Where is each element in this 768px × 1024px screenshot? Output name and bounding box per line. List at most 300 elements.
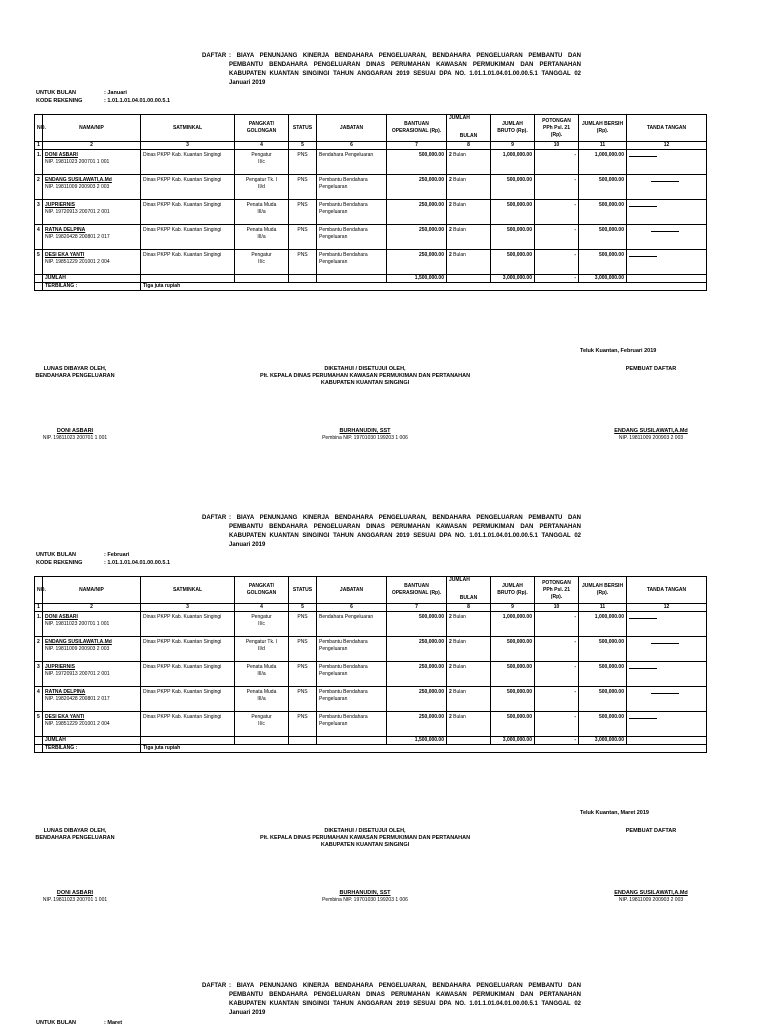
total-bantuan: 1,500,000.00 <box>387 737 447 745</box>
row-bruto: 500,000.00 <box>491 225 535 250</box>
row-status: PNS <box>289 175 317 200</box>
right-signer-name: ENDANG SUSILAWATI,A.Md <box>614 890 688 896</box>
row-pangkat <box>235 612 289 637</box>
col-bruto: JUMLAH BRUTO (Rp). <box>491 577 535 604</box>
row-signature <box>627 250 707 275</box>
row-bersih: 500,000.00 <box>579 200 627 225</box>
mid-title-1: DIKETAHUI / DISETUJUI OLEH, <box>324 366 406 372</box>
row-bulan <box>447 612 491 637</box>
row-potongan: - <box>535 250 579 275</box>
bulan-count: 2 <box>449 202 452 208</box>
row-bruto: 500,000.00 <box>491 662 535 687</box>
col-jumlah: JUMLAH <box>447 577 491 595</box>
employee-name: RATNA DELPINA <box>45 689 86 695</box>
left-title-1: LUNAS DIBAYAR OLEH, <box>43 366 107 372</box>
bulan-unit: Bulan <box>453 252 466 258</box>
row-no: 4 <box>35 225 43 250</box>
row-no: 3 <box>35 200 43 225</box>
row-no: 5 <box>35 250 43 275</box>
row-pangkat <box>235 225 289 250</box>
table-row <box>35 637 707 662</box>
row-bantuan: 250,000.00 <box>387 175 447 200</box>
total-bersih: 3,000,000.00 <box>579 275 627 283</box>
left-signer-nip: NIP. 19811023 200701 1 001 <box>42 435 108 441</box>
row-pangkat <box>235 687 289 712</box>
table-row <box>35 612 707 637</box>
column-number: 5 <box>289 142 317 150</box>
col-bersih: JUMLAH BERSIH (Rp). <box>579 115 627 142</box>
signer-left <box>20 366 130 442</box>
row-status: PNS <box>289 225 317 250</box>
column-number: 8 <box>447 142 491 150</box>
column-number: 1 <box>35 604 43 612</box>
account-label: KODE REKENING <box>36 560 83 566</box>
column-number: 10 <box>535 604 579 612</box>
table-row <box>35 250 707 275</box>
col-ttd: TANDA TANGAN <box>627 115 707 142</box>
employee-nip: NIP. 19820428 200801 2 017 <box>45 695 110 702</box>
bulan-unit: Bulan <box>453 689 466 695</box>
bulan-count: 2 <box>449 227 452 233</box>
golongan-text: II/d <box>258 645 265 652</box>
table-row <box>35 225 707 250</box>
col-ttd: TANDA TANGAN <box>627 577 707 604</box>
bulan-count: 2 <box>449 639 452 645</box>
row-signature <box>627 612 707 637</box>
col-bulan: BULAN <box>447 133 491 142</box>
column-number: 12 <box>627 142 707 150</box>
row-bersih: 500,000.00 <box>579 250 627 275</box>
left-title-2: BENDAHARA PENGELUARAN <box>35 373 115 379</box>
pangkat-text: Penata Muda <box>246 227 277 233</box>
col-bantuan: BANTUAN OPERASIONAL (Rp). <box>387 577 447 604</box>
row-pangkat <box>235 712 289 737</box>
row-employee <box>43 200 141 225</box>
bulan-count: 2 <box>449 689 452 695</box>
row-employee <box>43 712 141 737</box>
column-number: 6 <box>317 604 387 612</box>
employee-name: DONI ASBARI <box>45 152 78 158</box>
row-potongan: - <box>535 687 579 712</box>
signature-line <box>629 618 657 619</box>
left-title-1: LUNAS DIBAYAR OLEH, <box>43 828 107 834</box>
row-employee <box>43 637 141 662</box>
col-bruto: JUMLAH BRUTO (Rp). <box>491 115 535 142</box>
pangkat-text: Penata Muda <box>246 664 277 670</box>
mid-signer-nip: Pembina NIP. 19701030 199203 1 006 <box>322 897 408 903</box>
title-text: : BIAYA PENUNJANG KINERJA BENDAHARA PENGELUARAN, BENDAHARA PENGELUARAN PEMBANTU DAN PEMBANTU BENDAHARA PENGELUARAN DINAS PERUMAHAN KAWASAN PERMUKIMAN DAN PERTANAHAN KABUPATEN KUANTAN SINGINGI TAHUN ANGGARAN 2019 SESUAI DPA NO. 1.01.1.01.04.01.00.00.5.1 TANGGAL 02 Januari 2019 <box>229 53 581 86</box>
column-number: 7 <box>387 142 447 150</box>
place-date: Teluk Kuantan, Maret 2019 <box>580 810 649 816</box>
column-number: 4 <box>235 604 289 612</box>
row-jabatan: Pembantu Bendahara Pengeluaran <box>317 662 387 687</box>
golongan-text: III/a <box>257 233 266 240</box>
row-bulan <box>447 662 491 687</box>
row-employee <box>43 225 141 250</box>
row-satminkal: Dinas PKPP Kab. Kuantan Singingi <box>141 250 235 275</box>
col-bantuan: BANTUAN OPERASIONAL (Rp). <box>387 115 447 142</box>
bulan-unit: Bulan <box>453 152 466 158</box>
row-status: PNS <box>289 637 317 662</box>
row-no: 4 <box>35 687 43 712</box>
employee-name: DESI EKA YANTI <box>45 714 85 720</box>
row-bruto: 1,000,000.00 <box>491 150 535 175</box>
row-bulan <box>447 637 491 662</box>
left-signer-name: DONI ASBARI <box>56 428 94 434</box>
bulan-count: 2 <box>449 252 452 258</box>
golongan-text: III/a <box>257 208 266 215</box>
bulan-unit: Bulan <box>453 177 466 183</box>
col-no: NO. <box>35 577 43 604</box>
column-number: 3 <box>141 604 235 612</box>
row-potongan: - <box>535 637 579 662</box>
row-bruto: 500,000.00 <box>491 637 535 662</box>
row-no: 2 <box>35 175 43 200</box>
column-number-row <box>35 604 707 612</box>
row-satminkal: Dinas PKPP Kab. Kuantan Singingi <box>141 175 235 200</box>
golongan-text: II/c <box>258 258 265 265</box>
pangkat-text: Pengatur <box>251 714 272 720</box>
pangkat-text: Penata Muda <box>246 689 277 695</box>
row-signature <box>627 637 707 662</box>
row-bantuan: 250,000.00 <box>387 637 447 662</box>
row-jabatan: Pembantu Bendahara Pengeluaran <box>317 175 387 200</box>
mid-title-3: KABUPATEN KUANTAN SINGINGI <box>320 380 410 386</box>
pangkat-text: Penata Muda <box>246 202 277 208</box>
total-potongan: - <box>535 275 579 283</box>
row-potongan: - <box>535 200 579 225</box>
row-no: 3 <box>35 662 43 687</box>
column-number: 4 <box>235 142 289 150</box>
terbilang-label: TERBILANG : <box>43 283 141 291</box>
signature-line <box>651 643 679 644</box>
col-potongan: POTONGAN PPh Psl. 21 (Rp). <box>535 577 579 604</box>
signature-line <box>629 718 657 719</box>
mid-title-2: Plt. KEPALA DINAS PERUMAHAN KAWASAN PERMUKIMAN DAN PERTANAHAN <box>259 835 471 841</box>
row-bruto: 500,000.00 <box>491 687 535 712</box>
col-status: STATUS <box>289 577 317 604</box>
month-value: : Januari <box>104 90 127 96</box>
account-label: KODE REKENING <box>36 98 83 104</box>
total-potongan: - <box>535 737 579 745</box>
mid-title-3: KABUPATEN KUANTAN SINGINGI <box>320 842 410 848</box>
row-employee <box>43 150 141 175</box>
table-row <box>35 200 707 225</box>
employee-nip: NIP. 19851229 201001 2 004 <box>45 720 110 727</box>
row-potongan: - <box>535 150 579 175</box>
pangkat-text: Pengatur <box>251 252 272 258</box>
month-value: : Maret <box>104 1020 123 1024</box>
row-satminkal: Dinas PKPP Kab. Kuantan Singingi <box>141 637 235 662</box>
employee-nip: NIP. 19811023 200701 1 001 <box>45 620 110 627</box>
row-jabatan: Bendahara Pengeluaran <box>317 612 387 637</box>
row-pangkat <box>235 662 289 687</box>
employee-name: JUPRIERNIS <box>45 664 76 670</box>
row-bulan <box>447 687 491 712</box>
mid-signer-name: BURHANUDIN, SST <box>339 890 391 896</box>
terbilang-label: TERBILANG : <box>43 745 141 753</box>
row-status: PNS <box>289 200 317 225</box>
row-bantuan: 250,000.00 <box>387 200 447 225</box>
terbilang-row <box>35 283 707 291</box>
row-bantuan: 250,000.00 <box>387 687 447 712</box>
column-number: 11 <box>579 604 627 612</box>
bulan-unit: Bulan <box>453 714 466 720</box>
row-signature <box>627 687 707 712</box>
bulan-unit: Bulan <box>453 227 466 233</box>
golongan-text: II/c <box>258 720 265 727</box>
signer-middle <box>240 366 490 442</box>
table-row <box>35 175 707 200</box>
row-potongan: - <box>535 662 579 687</box>
column-number: 9 <box>491 142 535 150</box>
row-employee <box>43 175 141 200</box>
pangkat-text: Pengatur Tk. I <box>245 177 278 183</box>
mid-title-2: Plt. KEPALA DINAS PERUMAHAN KAWASAN PERMUKIMAN DAN PERTANAHAN <box>259 373 471 379</box>
row-status: PNS <box>289 150 317 175</box>
meta-info <box>36 1019 122 1024</box>
row-status: PNS <box>289 687 317 712</box>
signer-right <box>596 366 706 442</box>
row-pangkat <box>235 200 289 225</box>
row-satminkal: Dinas PKPP Kab. Kuantan Singingi <box>141 662 235 687</box>
row-employee <box>43 250 141 275</box>
row-jabatan: Pembantu Bendahara Pengeluaran <box>317 225 387 250</box>
employee-name: ENDANG SUSILAWATI,A.Md <box>45 177 112 183</box>
signer-middle <box>240 828 490 904</box>
left-title-2: BENDAHARA PENGELUARAN <box>35 835 115 841</box>
row-jabatan: Bendahara Pengeluaran <box>317 150 387 175</box>
row-bruto: 500,000.00 <box>491 712 535 737</box>
row-bersih: 500,000.00 <box>579 712 627 737</box>
table-row <box>35 150 707 175</box>
row-signature <box>627 200 707 225</box>
month-label: UNTUK BULAN <box>36 90 77 96</box>
row-status: PNS <box>289 662 317 687</box>
title-label: DAFTAR <box>202 983 227 989</box>
row-satminkal: Dinas PKPP Kab. Kuantan Singingi <box>141 612 235 637</box>
row-bantuan: 250,000.00 <box>387 225 447 250</box>
golongan-text: II/d <box>258 183 265 190</box>
row-no: 2 <box>35 637 43 662</box>
employee-nip: NIP. 19720913 200701 2 001 <box>45 670 110 677</box>
row-employee <box>43 662 141 687</box>
row-bruto: 1,000,000.00 <box>491 612 535 637</box>
column-number: 9 <box>491 604 535 612</box>
row-signature <box>627 712 707 737</box>
row-bantuan: 250,000.00 <box>387 250 447 275</box>
title-text: : BIAYA PENUNJANG KINERJA BENDAHARA PENGELUARAN, BENDAHARA PENGELUARAN PEMBANTU DAN PEMBANTU BENDAHARA PENGELUARAN DINAS PERUMAHAN KAWASAN PERMUKIMAN DAN PERTANAHAN KABUPATEN KUANTAN SINGINGI TAHUN ANGGARAN 2019 SESUAI DPA NO. 1.01.1.01.04.01.00.00.5.1 TANGGAL 02 Januari 2019 <box>229 983 581 1016</box>
right-title: PEMBUAT DAFTAR <box>625 366 677 372</box>
employee-nip: NIP. 19851229 201001 2 004 <box>45 258 110 265</box>
column-number: 2 <box>43 604 141 612</box>
table-row <box>35 687 707 712</box>
bulan-count: 2 <box>449 152 452 158</box>
col-nama: NAMA/NIP <box>43 115 141 142</box>
left-signer-nip: NIP. 19811023 200701 1 001 <box>42 897 108 903</box>
payment-table <box>34 576 707 753</box>
employee-name: JUPRIERNIS <box>45 202 76 208</box>
table-row <box>35 662 707 687</box>
employee-nip: NIP. 19811009 200903 2 003 <box>45 645 110 652</box>
row-no: 1. <box>35 150 43 175</box>
row-employee <box>43 687 141 712</box>
row-bulan <box>447 200 491 225</box>
bulan-unit: Bulan <box>453 639 466 645</box>
row-jabatan: Pembantu Bendahara Pengeluaran <box>317 250 387 275</box>
employee-nip: NIP. 19720913 200701 2 001 <box>45 208 110 215</box>
column-number: 12 <box>627 604 707 612</box>
row-bantuan: 500,000.00 <box>387 612 447 637</box>
column-number: 5 <box>289 604 317 612</box>
bulan-unit: Bulan <box>453 614 466 620</box>
col-bulan: BULAN <box>447 595 491 604</box>
row-signature <box>627 150 707 175</box>
total-bersih: 3,000,000.00 <box>579 737 627 745</box>
row-jabatan: Pembantu Bendahara Pengeluaran <box>317 637 387 662</box>
bulan-count: 2 <box>449 177 452 183</box>
terbilang-text: Tiga juta rupiah <box>141 745 707 753</box>
row-bantuan: 500,000.00 <box>387 150 447 175</box>
col-bersih: JUMLAH BERSIH (Rp). <box>579 577 627 604</box>
column-number-row <box>35 142 707 150</box>
row-potongan: - <box>535 175 579 200</box>
mid-title-1: DIKETAHUI / DISETUJUI OLEH, <box>324 828 406 834</box>
col-potongan: POTONGAN PPh Psl. 21 (Rp). <box>535 115 579 142</box>
right-signer-nip: NIP. 19811009 200903 2 003 <box>618 897 684 903</box>
row-satminkal: Dinas PKPP Kab. Kuantan Singingi <box>141 200 235 225</box>
column-number: 11 <box>579 142 627 150</box>
total-row <box>35 737 707 745</box>
left-signer-name: DONI ASBARI <box>56 890 94 896</box>
row-bulan <box>447 225 491 250</box>
meta-info <box>36 551 170 567</box>
bulan-count: 2 <box>449 714 452 720</box>
total-label: JUMLAH <box>43 275 141 283</box>
col-status: STATUS <box>289 115 317 142</box>
row-satminkal: Dinas PKPP Kab. Kuantan Singingi <box>141 687 235 712</box>
col-nama: NAMA/NIP <box>43 577 141 604</box>
row-status: PNS <box>289 712 317 737</box>
col-jabatan: JABATAN <box>317 577 387 604</box>
row-bulan <box>447 150 491 175</box>
row-potongan: - <box>535 225 579 250</box>
pangkat-text: Pengatur <box>251 152 272 158</box>
total-bruto: 3,000,000.00 <box>491 737 535 745</box>
employee-nip: NIP. 19820428 200801 2 017 <box>45 233 110 240</box>
meta-info <box>36 89 170 105</box>
row-bulan <box>447 712 491 737</box>
column-number: 8 <box>447 604 491 612</box>
column-number: 6 <box>317 142 387 150</box>
row-satminkal: Dinas PKPP Kab. Kuantan Singingi <box>141 712 235 737</box>
total-bruto: 3,000,000.00 <box>491 275 535 283</box>
signer-right <box>596 828 706 904</box>
bulan-unit: Bulan <box>453 202 466 208</box>
golongan-text: II/c <box>258 620 265 627</box>
row-status: PNS <box>289 612 317 637</box>
pangkat-text: Pengatur <box>251 614 272 620</box>
total-bantuan: 1,500,000.00 <box>387 275 447 283</box>
col-satminkal: SATMINKAL <box>141 577 235 604</box>
row-bersih: 500,000.00 <box>579 225 627 250</box>
right-title: PEMBUAT DAFTAR <box>625 828 677 834</box>
signature-line <box>629 256 657 257</box>
title-label: DAFTAR <box>202 515 227 521</box>
signature-line <box>629 156 657 157</box>
row-employee <box>43 612 141 637</box>
row-bersih: 500,000.00 <box>579 175 627 200</box>
employee-name: DONI ASBARI <box>45 614 78 620</box>
title-label: DAFTAR <box>202 53 227 59</box>
row-bersih: 1,000,000.00 <box>579 612 627 637</box>
signer-left <box>20 828 130 904</box>
mid-signer-nip: Pembina NIP. 19701030 199203 1 006 <box>322 435 408 441</box>
golongan-text: III/a <box>257 670 266 677</box>
month-label: UNTUK BULAN <box>36 1020 77 1024</box>
row-satminkal: Dinas PKPP Kab. Kuantan Singingi <box>141 225 235 250</box>
col-satminkal: SATMINKAL <box>141 115 235 142</box>
column-number: 10 <box>535 142 579 150</box>
employee-nip: NIP. 19811023 200701 1 001 <box>45 158 110 165</box>
title-text: : BIAYA PENUNJANG KINERJA BENDAHARA PENGELUARAN, BENDAHARA PENGELUARAN PEMBANTU DAN PEMBANTU BENDAHARA PENGELUARAN DINAS PERUMAHAN KAWASAN PERMUKIMAN DAN PERTANAHAN KABUPATEN KUANTAN SINGINGI TAHUN ANGGARAN 2019 SESUAI DPA NO. 1.01.1.01.04.01.00.00.5.1 TANGGAL 02 Januari 2019 <box>229 515 581 548</box>
row-jabatan: Pembantu Bendahara Pengeluaran <box>317 712 387 737</box>
employee-name: RATNA DELPINA <box>45 227 86 233</box>
terbilang-text: Tiga juta rupiah <box>141 283 707 291</box>
row-signature <box>627 662 707 687</box>
signature-line <box>651 231 679 232</box>
total-label: JUMLAH <box>43 737 141 745</box>
signature-line <box>651 181 679 182</box>
row-bersih: 500,000.00 <box>579 662 627 687</box>
col-jumlah: JUMLAH <box>447 115 491 133</box>
total-row <box>35 275 707 283</box>
table-row <box>35 712 707 737</box>
row-no: 5 <box>35 712 43 737</box>
row-bersih: 1,000,000.00 <box>579 150 627 175</box>
row-signature <box>627 225 707 250</box>
col-jabatan: JABATAN <box>317 115 387 142</box>
bulan-count: 2 <box>449 664 452 670</box>
signature-line <box>629 668 657 669</box>
payment-table <box>34 114 707 291</box>
right-signer-name: ENDANG SUSILAWATI,A.Md <box>614 428 688 434</box>
bulan-unit: Bulan <box>453 664 466 670</box>
account-value: : 1.01.1.01.04.01.00.00.5.1 <box>104 560 171 566</box>
row-no: 1. <box>35 612 43 637</box>
right-signer-nip: NIP. 19811009 200903 2 003 <box>618 435 684 441</box>
employee-nip: NIP. 19811009 200903 2 003 <box>45 183 110 190</box>
row-bersih: 500,000.00 <box>579 687 627 712</box>
row-jabatan: Pembantu Bendahara Pengeluaran <box>317 687 387 712</box>
row-bersih: 500,000.00 <box>579 637 627 662</box>
signature-line <box>651 693 679 694</box>
row-pangkat <box>235 175 289 200</box>
row-status: PNS <box>289 250 317 275</box>
row-pangkat <box>235 637 289 662</box>
bulan-count: 2 <box>449 614 452 620</box>
account-value: : 1.01.1.01.04.01.00.00.5.1 <box>104 98 171 104</box>
column-number: 3 <box>141 142 235 150</box>
terbilang-row <box>35 745 707 753</box>
col-pangkat: PANGKAT/ GOLONGAN <box>235 577 289 604</box>
golongan-text: II/c <box>258 158 265 165</box>
row-bulan <box>447 175 491 200</box>
column-number: 7 <box>387 604 447 612</box>
col-pangkat: PANGKAT/ GOLONGAN <box>235 115 289 142</box>
row-bulan <box>447 250 491 275</box>
mid-signer-name: BURHANUDIN, SST <box>339 428 391 434</box>
